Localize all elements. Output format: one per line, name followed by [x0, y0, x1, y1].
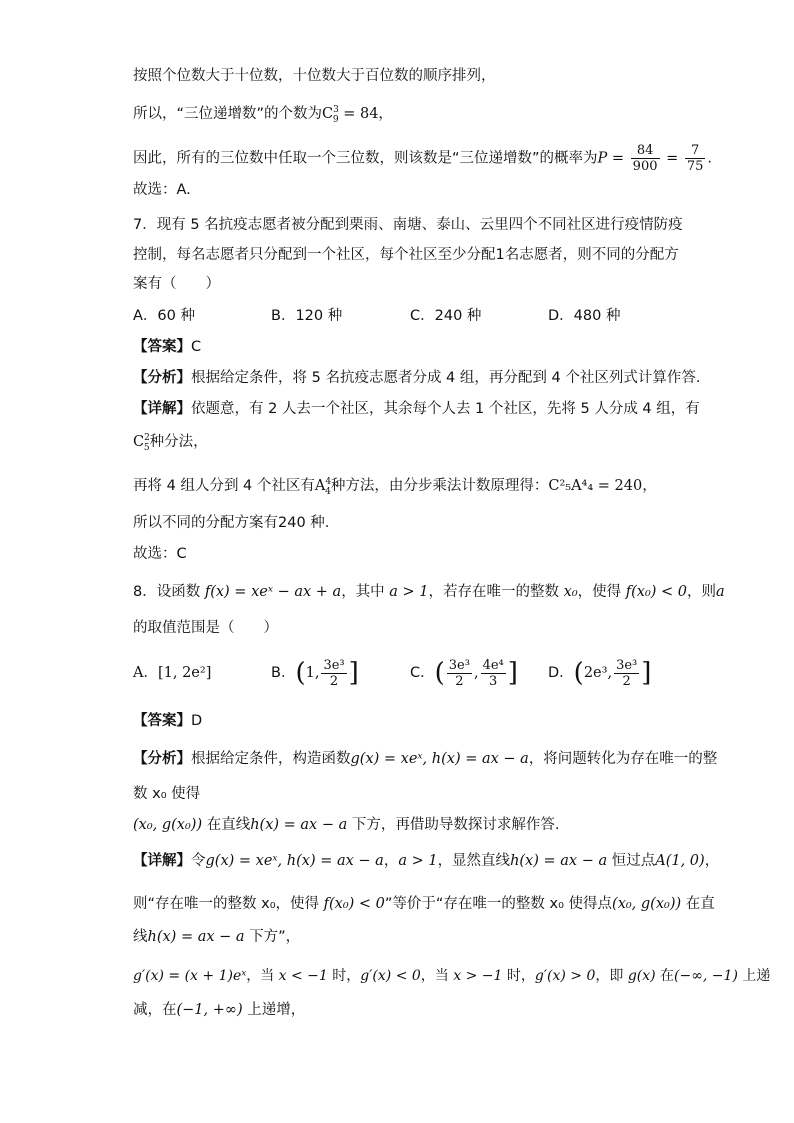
- q7-detail-1: [133, 399, 700, 419]
- q7-option-d: D．480 种: [548, 308, 621, 324]
- prev-line-2-text: 所以，“三位递增数”的个数为: [133, 106, 323, 122]
- q8-analysis-1: 【分析】根据给定条件，构造函数g(x) = xeˣ, h(x) = ax − a，将问题转化为存在唯一的整: [133, 751, 718, 767]
- q7-option-b: B．120 种: [271, 308, 343, 324]
- answer-tag: 【答案】: [133, 339, 191, 355]
- q8-option-b: B．(1, $\frac{\text{3e³}}{2}$ ]: [271, 657, 359, 689]
- answer-value: C: [191, 339, 202, 355]
- prev-line-1: 按照个位数大于十位数，十位数大于百位数的顺序排列，: [133, 68, 496, 84]
- q7-detail-5: 故选：C: [133, 546, 187, 562]
- q8-detail-4: g′(x) = (x + 1)eˣ，当 x < −1 时，g′(x) < 0，当 x > −1 时，g′(x) > 0，即 g(x) 在(−∞, −1) 上递: [133, 968, 771, 984]
- detail-tag: 【详解】: [133, 853, 191, 869]
- prob-symbol: P: [597, 150, 608, 167]
- q8-analysis-2: 数 x₀ 使得: [133, 786, 201, 802]
- q7-detail-2: $C^2_5$种分法，: [133, 433, 208, 453]
- q7-stem-line-1: 7．现有 5 名抗疫志愿者被分配到栗雨、南塘、泰山、云里四个不同社区进行疫情防疫: [133, 217, 683, 233]
- q8-detail-3: 线h(x) = ax − a 下方”，: [133, 929, 301, 945]
- q7-option-a: A．60 种: [133, 308, 195, 324]
- answer-tag: 【答案】: [133, 713, 191, 729]
- analysis-text: 根据给定条件，将 5 名抗疫志愿者分成 4 组，再分配到 4 个社区列式计算作答.: [191, 370, 701, 386]
- q8-answer: [133, 711, 202, 731]
- q8-analysis-3: (x₀, g(x₀)) 在直线h(x) = ax − a 下方，再借助导数探讨求解作答.: [133, 817, 560, 833]
- detail-text: 依题意，有 2 人去一个社区，其余每个人去 1 个社区，先将 5 人分成 4 组，有: [191, 401, 700, 417]
- q8-stem-line-1: 8．设函数 f(x) = xeˣ − ax + a，其中 a > 1，若存在唯一的整数 x₀，使得 f(x₀) < 0，则a: [133, 584, 725, 600]
- q7-stem-line-2: 控制，每名志愿者只分配到一个社区，每个社区至少分配1名志愿者，则不同的分配方: [133, 247, 679, 263]
- q8-detail-5: 减，在(−1, +∞) 上递增，: [133, 1002, 306, 1018]
- q8-option-a: A．[1, 2e²]: [133, 665, 212, 681]
- q8-stem-line-2: 的取值范围是（ ）: [133, 620, 278, 636]
- analysis-tag: 【分析】: [133, 370, 191, 386]
- q7-analysis: [133, 368, 700, 388]
- fraction-7-75: $\frac{7}{75}$: [686, 143, 704, 174]
- prev-line-2: [133, 104, 393, 124]
- prev-line-2-eq: = 84，: [338, 106, 393, 122]
- arrangement-symbol: $A^4_4$: [314, 477, 332, 497]
- answer-value: D: [191, 713, 203, 729]
- q7-detail-3: 再将 4 组人分到 4 个社区有$A^4_4$种方法，由分步乘法计数原理得：C²₅A⁴₄ = 240，: [133, 477, 657, 497]
- function-def: f(x) = xeˣ − ax + a: [204, 584, 342, 600]
- q7-option-c: C．240 种: [410, 308, 482, 324]
- q7-answer: [133, 337, 201, 357]
- detail-tag: 【详解】: [133, 401, 191, 417]
- fraction-84-900: $\frac{84}{900}$: [632, 143, 658, 174]
- prev-line-4: 故选：A.: [133, 182, 191, 198]
- q7-detail-4: 所以不同的分配方案有240 种.: [133, 515, 330, 531]
- q7-stem-line-3: 案有（ ）: [133, 276, 220, 292]
- q8-option-d: D．(2e³, $\frac{\text{3e³}}{2}$ ]: [548, 657, 652, 689]
- q8-option-c: C．( $\frac{\text{3e³}}{2}$ , $\frac{\text{4e⁴}}{3}$ ]: [410, 657, 518, 689]
- q8-detail-2: 则“存在唯一的整数 x₀，使得 f(x₀) < 0”等价于“存在唯一的整数 x₀ 使得点(x₀, g(x₀)) 在直: [133, 896, 715, 912]
- prev-line-3: 因此，所有的三位数中任取一个三位数，则该数是“三位递增数”的概率为P = $\frac{84}{900}$ = $\frac{7}{75}$ .: [133, 143, 713, 174]
- count-equation: C²₅A⁴₄ = 240，: [548, 478, 657, 494]
- prev-line-3-text: 因此，所有的三位数中任取一个三位数，则该数是“三位递增数”的概率为: [133, 150, 598, 167]
- analysis-tag: 【分析】: [133, 751, 191, 767]
- combination-symbol: $C^2_5$: [133, 433, 150, 453]
- combination-symbol: $C^3_9$: [322, 105, 339, 125]
- q8-detail-1: 【详解】令g(x) = xeˣ, h(x) = ax − a，a > 1，显然直线h(x) = ax − a 恒过点A(1, 0)，: [133, 853, 720, 869]
